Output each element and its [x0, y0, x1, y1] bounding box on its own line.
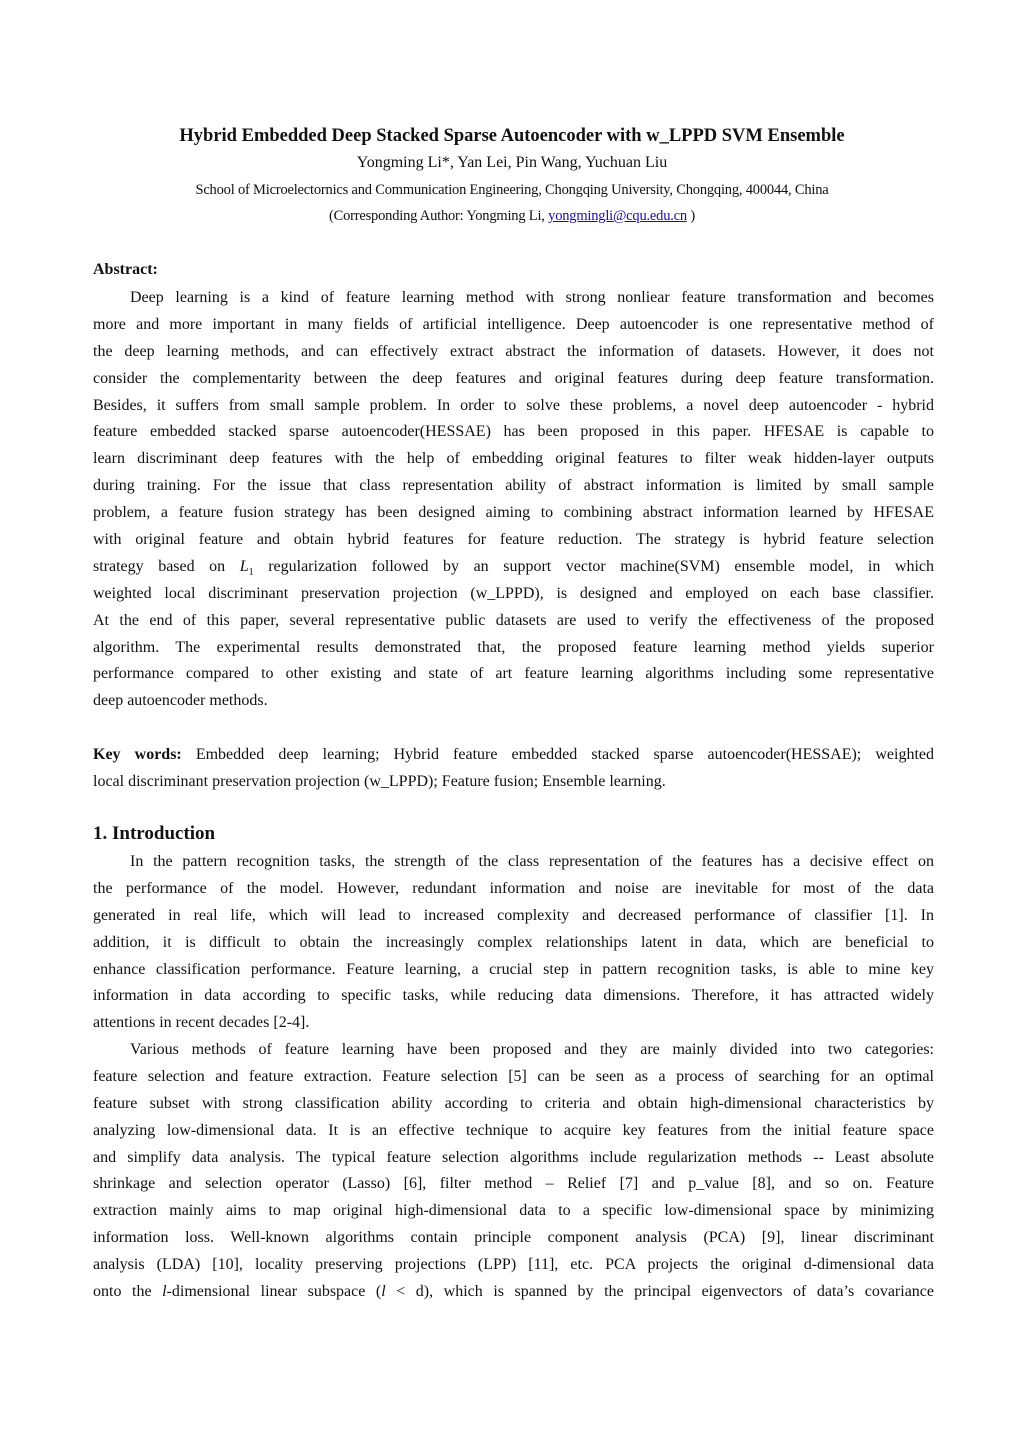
- text-line: information loss. Well-known algorithms contain principle component analysis (PCA) [9], linear discriminant: [93, 1229, 934, 1247]
- text-line: the performance of the model. However, redundant information and noise are inevitable for most of the data: [93, 879, 934, 897]
- math-variable: l: [381, 1283, 386, 1301]
- text-segment: onto the: [93, 1283, 163, 1301]
- text-line: information in data according to specific tasks, while reducing data dimensions. Therefore, it has attracted widely: [93, 987, 934, 1005]
- keywords-line-2: local discriminant preservation projection (w_LPPD); Feature fusion; Ensemble learning.: [93, 772, 666, 790]
- affiliation: School of Microelectornics and Communication Engineering, Chongqing University, Chongqing, 400044, China: [195, 182, 829, 198]
- math-variable: L: [239, 557, 249, 575]
- text-line: generated in real life, which will lead to increased complexity and decreased performance of classifier [1]. In: [93, 906, 934, 924]
- intro-paragraph-2: [93, 1037, 934, 1306]
- keywords-line-1: [93, 742, 934, 769]
- abstract-body: [93, 285, 934, 715]
- text-line: In the pattern recognition tasks, the strength of the class representation of the features has a decisive effect on: [130, 853, 934, 870]
- text-line: addition, it is difficult to obtain the increasingly complex relationships latent in data, which are beneficial to: [93, 933, 934, 951]
- text-line: analyzing low-dimensional data. It is an effective technique to acquire key features from the initial feature space: [93, 1121, 934, 1139]
- corresponding-suffix: ): [686, 208, 696, 224]
- text-line: performance compared to other existing and state of art feature learning algorithms including some representative: [93, 665, 934, 683]
- text-line: enhance classification performance. Feature learning, a crucial step in pattern recognition tasks, is able to mine key: [93, 960, 934, 978]
- keywords-text-1: Embedded deep learning; Hybrid feature embedded stacked sparse autoencoder(HESSAE); weighted: [181, 746, 934, 763]
- text-line: algorithm. The experimental results demonstrated that, the proposed feature learning method yields superior: [93, 638, 934, 656]
- text-line: attentions in recent decades [2-4].: [93, 1014, 310, 1032]
- keywords-label: Key words:: [93, 746, 182, 763]
- text-line: analysis (LDA) [10], locality preserving projections (LPP) [11], etc. PCA projects the original d-dimensional data: [93, 1256, 934, 1274]
- text-line: [93, 1279, 934, 1306]
- text-line: consider the complementarity between the deep features and original features during deep feature transformation.: [93, 369, 934, 387]
- text-segment: regularization followed by an support vector machine(SVM) ensemble model, in which: [253, 557, 934, 575]
- text-line: and simplify data analysis. The typical feature selection algorithms include regularization methods -- Least absolute: [93, 1148, 934, 1166]
- math-variable: l: [162, 1283, 167, 1301]
- intro-paragraph-1: [93, 849, 934, 1037]
- text-line: weighted local discriminant preservation projection (w_LPPD), is designed and employed on each base classifier.: [93, 584, 934, 602]
- corresponding-prefix: (Corresponding Author: Yongming Li,: [328, 208, 549, 224]
- text-line: more and more important in many fields of artificial intelligence. Deep autoencoder is one representative method of: [93, 315, 934, 333]
- author-list: Yongming Li*, Yan Lei, Pin Wang, Yuchuan Liu: [356, 154, 668, 171]
- text-line: learn discriminant deep features with the help of embedding original features to filter weak hidden-layer outputs: [93, 450, 934, 468]
- text-line: problem, a feature fusion strategy has been designed aiming to combining abstract information learned by HFESAE: [93, 504, 934, 522]
- email-link[interactable]: yongmingli@cqu.edu.cn: [548, 208, 687, 224]
- section-heading-introduction: 1. Introduction: [93, 823, 216, 844]
- text-line: during training. For the issue that class representation ability of abstract information is limited by small sample: [93, 477, 934, 495]
- text-segment: -dimensional linear subspace (: [166, 1283, 382, 1301]
- text-line: feature embedded stacked sparse autoencoder(HESSAE) has been proposed in this paper. HFESAE is capable to: [93, 423, 934, 441]
- text-line: feature subset with strong classification ability according to criteria and obtain high-dimensional characteristics by: [93, 1094, 934, 1112]
- text-line: Various methods of feature learning have been proposed and they are mainly divided into two categories:: [130, 1041, 934, 1058]
- text-line: the deep learning methods, and can effectively extract abstract the information of datasets. However, it does not: [93, 342, 934, 360]
- text-line: deep autoencoder methods.: [93, 692, 268, 710]
- corresponding-author: [0, 208, 1024, 225]
- text-line: shrinkage and selection operator (Lasso) [6], filter method – Relief [7] and p_value [8], and so on. Feature: [93, 1175, 934, 1193]
- text-line: with original feature and obtain hybrid features for feature reduction. The strategy is hybrid feature selection: [93, 531, 934, 549]
- keywords: [93, 742, 934, 796]
- text-line: Besides, it suffers from small sample problem. In order to solve these problems, a novel deep autoencoder - hybrid: [93, 396, 934, 414]
- text-line: [93, 554, 934, 581]
- text-segment: strategy based on: [93, 557, 240, 575]
- text-line: feature selection and feature extraction. Feature selection [5] can be seen as a process of searching for an optimal: [93, 1067, 934, 1085]
- text-line: extraction mainly aims to map original high-dimensional data to a specific low-dimensional space by minimizing: [93, 1202, 934, 1220]
- text-line: At the end of this paper, several representative public datasets are used to verify the effectiveness of the proposed: [93, 611, 934, 629]
- paper-title: Hybrid Embedded Deep Stacked Sparse Autoencoder with w_LPPD SVM Ensemble: [179, 126, 845, 146]
- math-subscript: 1: [248, 567, 254, 579]
- text-segment: < d), which is spanned by the principal eigenvectors of data’s covariance: [385, 1283, 934, 1301]
- text-line: Deep learning is a kind of feature learning method with strong nonliear feature transformation and becomes: [130, 289, 934, 306]
- abstract-heading: Abstract:: [93, 261, 158, 278]
